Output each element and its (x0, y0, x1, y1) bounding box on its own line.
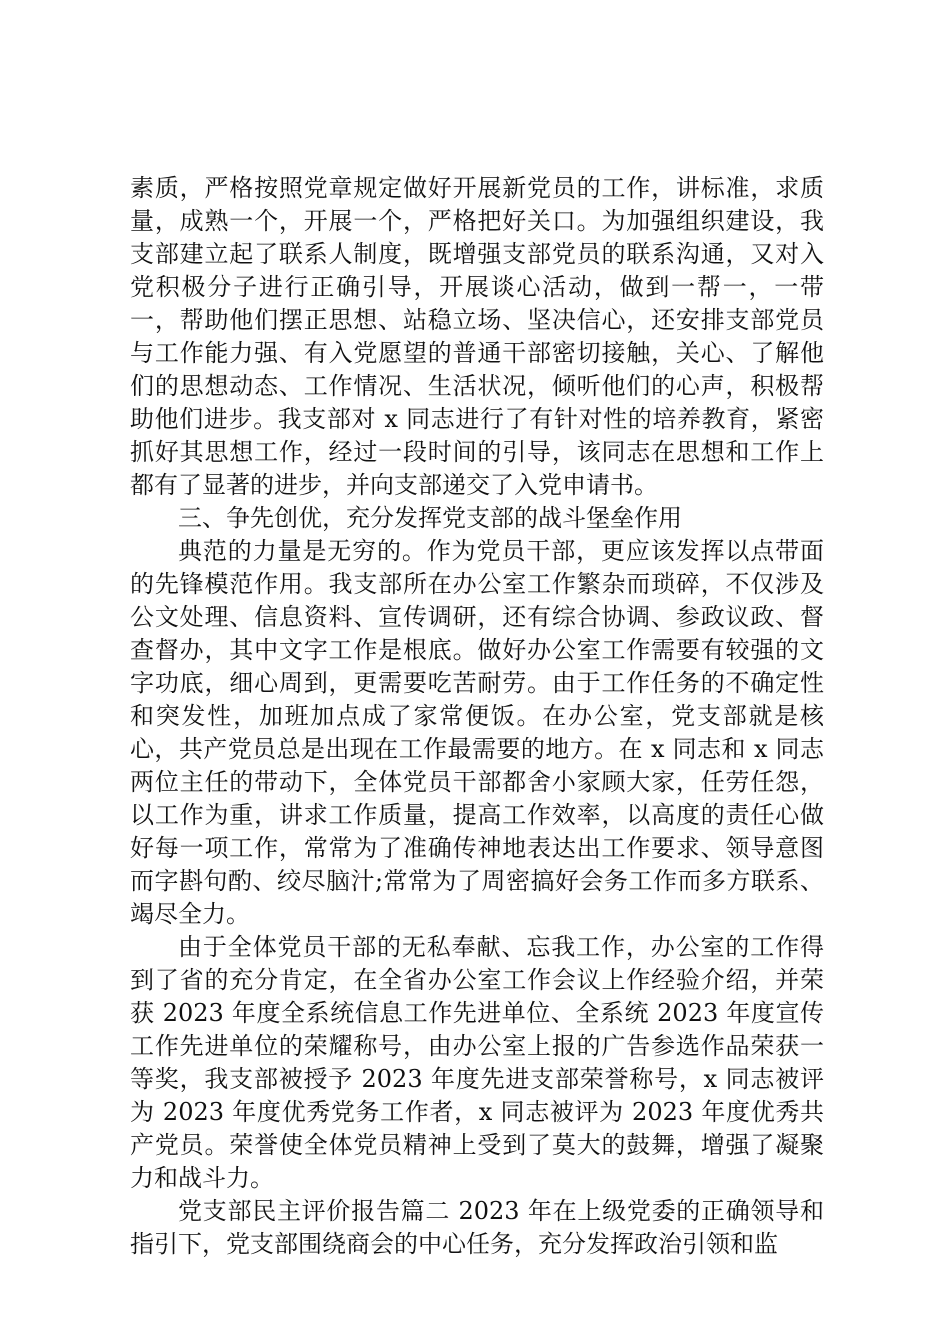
paragraph-2: 典范的力量是无穷的。作为党员干部，更应该发挥以点带面的先锋模范作用。我支部所在办公室工作繁杂而琐碎，不仅涉及公文处理、信息资料、宣传调研，还有综合协调、参政议政、督查督办，其中文字工作是根底。做好办公室工作需要有较强的文字功底，细心周到，更需要吃苦耐劳。由于工作任务的不确定性和突发性，加班加点成了家常便饭。在办公室，党支部就是核心，共产党员总是出现在工作最需要的地方。在 x 同志和 x 同志两位主任的带动下，全体党员干部都舍小家顾大家，任劳任怨，以工作为重，讲求工作质量，提高工作效率，以高度的责任心做好每一项工作，常常为了准确传神地表达出工作要求、领导意图而字斟句酌、绞尽脑汁;常常为了周密搞好会务工作而多方联系、竭尽全力。 (130, 537, 824, 928)
paragraph-1: 素质，严格按照党章规定做好开展新党员的工作，讲标准，求质量，成熟一个，开展一个，严格把好关口。为加强组织建设，我支部建立起了联系人制度，既增强支部党员的联系沟通，又对入党积极分子进行正确引导，开展谈心活动，做到一帮一，一带一，帮助他们摆正思想、站稳立场、坚决信心，还安排支部党员与工作能力强、有入党愿望的普通干部密切接触，关心、了解他们的思想动态、工作情况、生活状况，倾听他们的心声，积极帮助他们进步。我支部对 x 同志进行了有针对性的培养教育，紧密抓好其思想工作，经过一段时间的引导，该同志在思想和工作上都有了显著的进步，并向支部递交了入党申请书。 (130, 174, 824, 499)
section-heading: 三、争先创优，充分发挥党支部的战斗堡垒作用 (178, 504, 682, 532)
paragraph-4: 党支部民主评价报告篇二 2023 年在上级党委的正确领导和指引下，党支部围绕商会的中心任务，充分发挥政治引领和监 (130, 1197, 824, 1258)
document-body (130, 172, 824, 1261)
paragraph-3: 由于全体党员干部的无私奉献、忘我工作，办公室的工作得到了省的充分肯定，在全省办公室工作会议上作经验介绍，并荣获 2023 年度全系统信息工作先进单位、全系统 2023 年度宣传工作先进单位的荣耀称号，由办公室上报的广告参选作品荣获一等奖，我支部被授予 2023 年度先进支部荣誉称号，x 同志被评为 2023 年度优秀党务工作者，x 同志被评为 2023 年度优秀共产党员。荣誉使全体党员精神上受到了莫大的鼓舞，增强了凝聚力和战斗力。 (130, 933, 824, 1192)
